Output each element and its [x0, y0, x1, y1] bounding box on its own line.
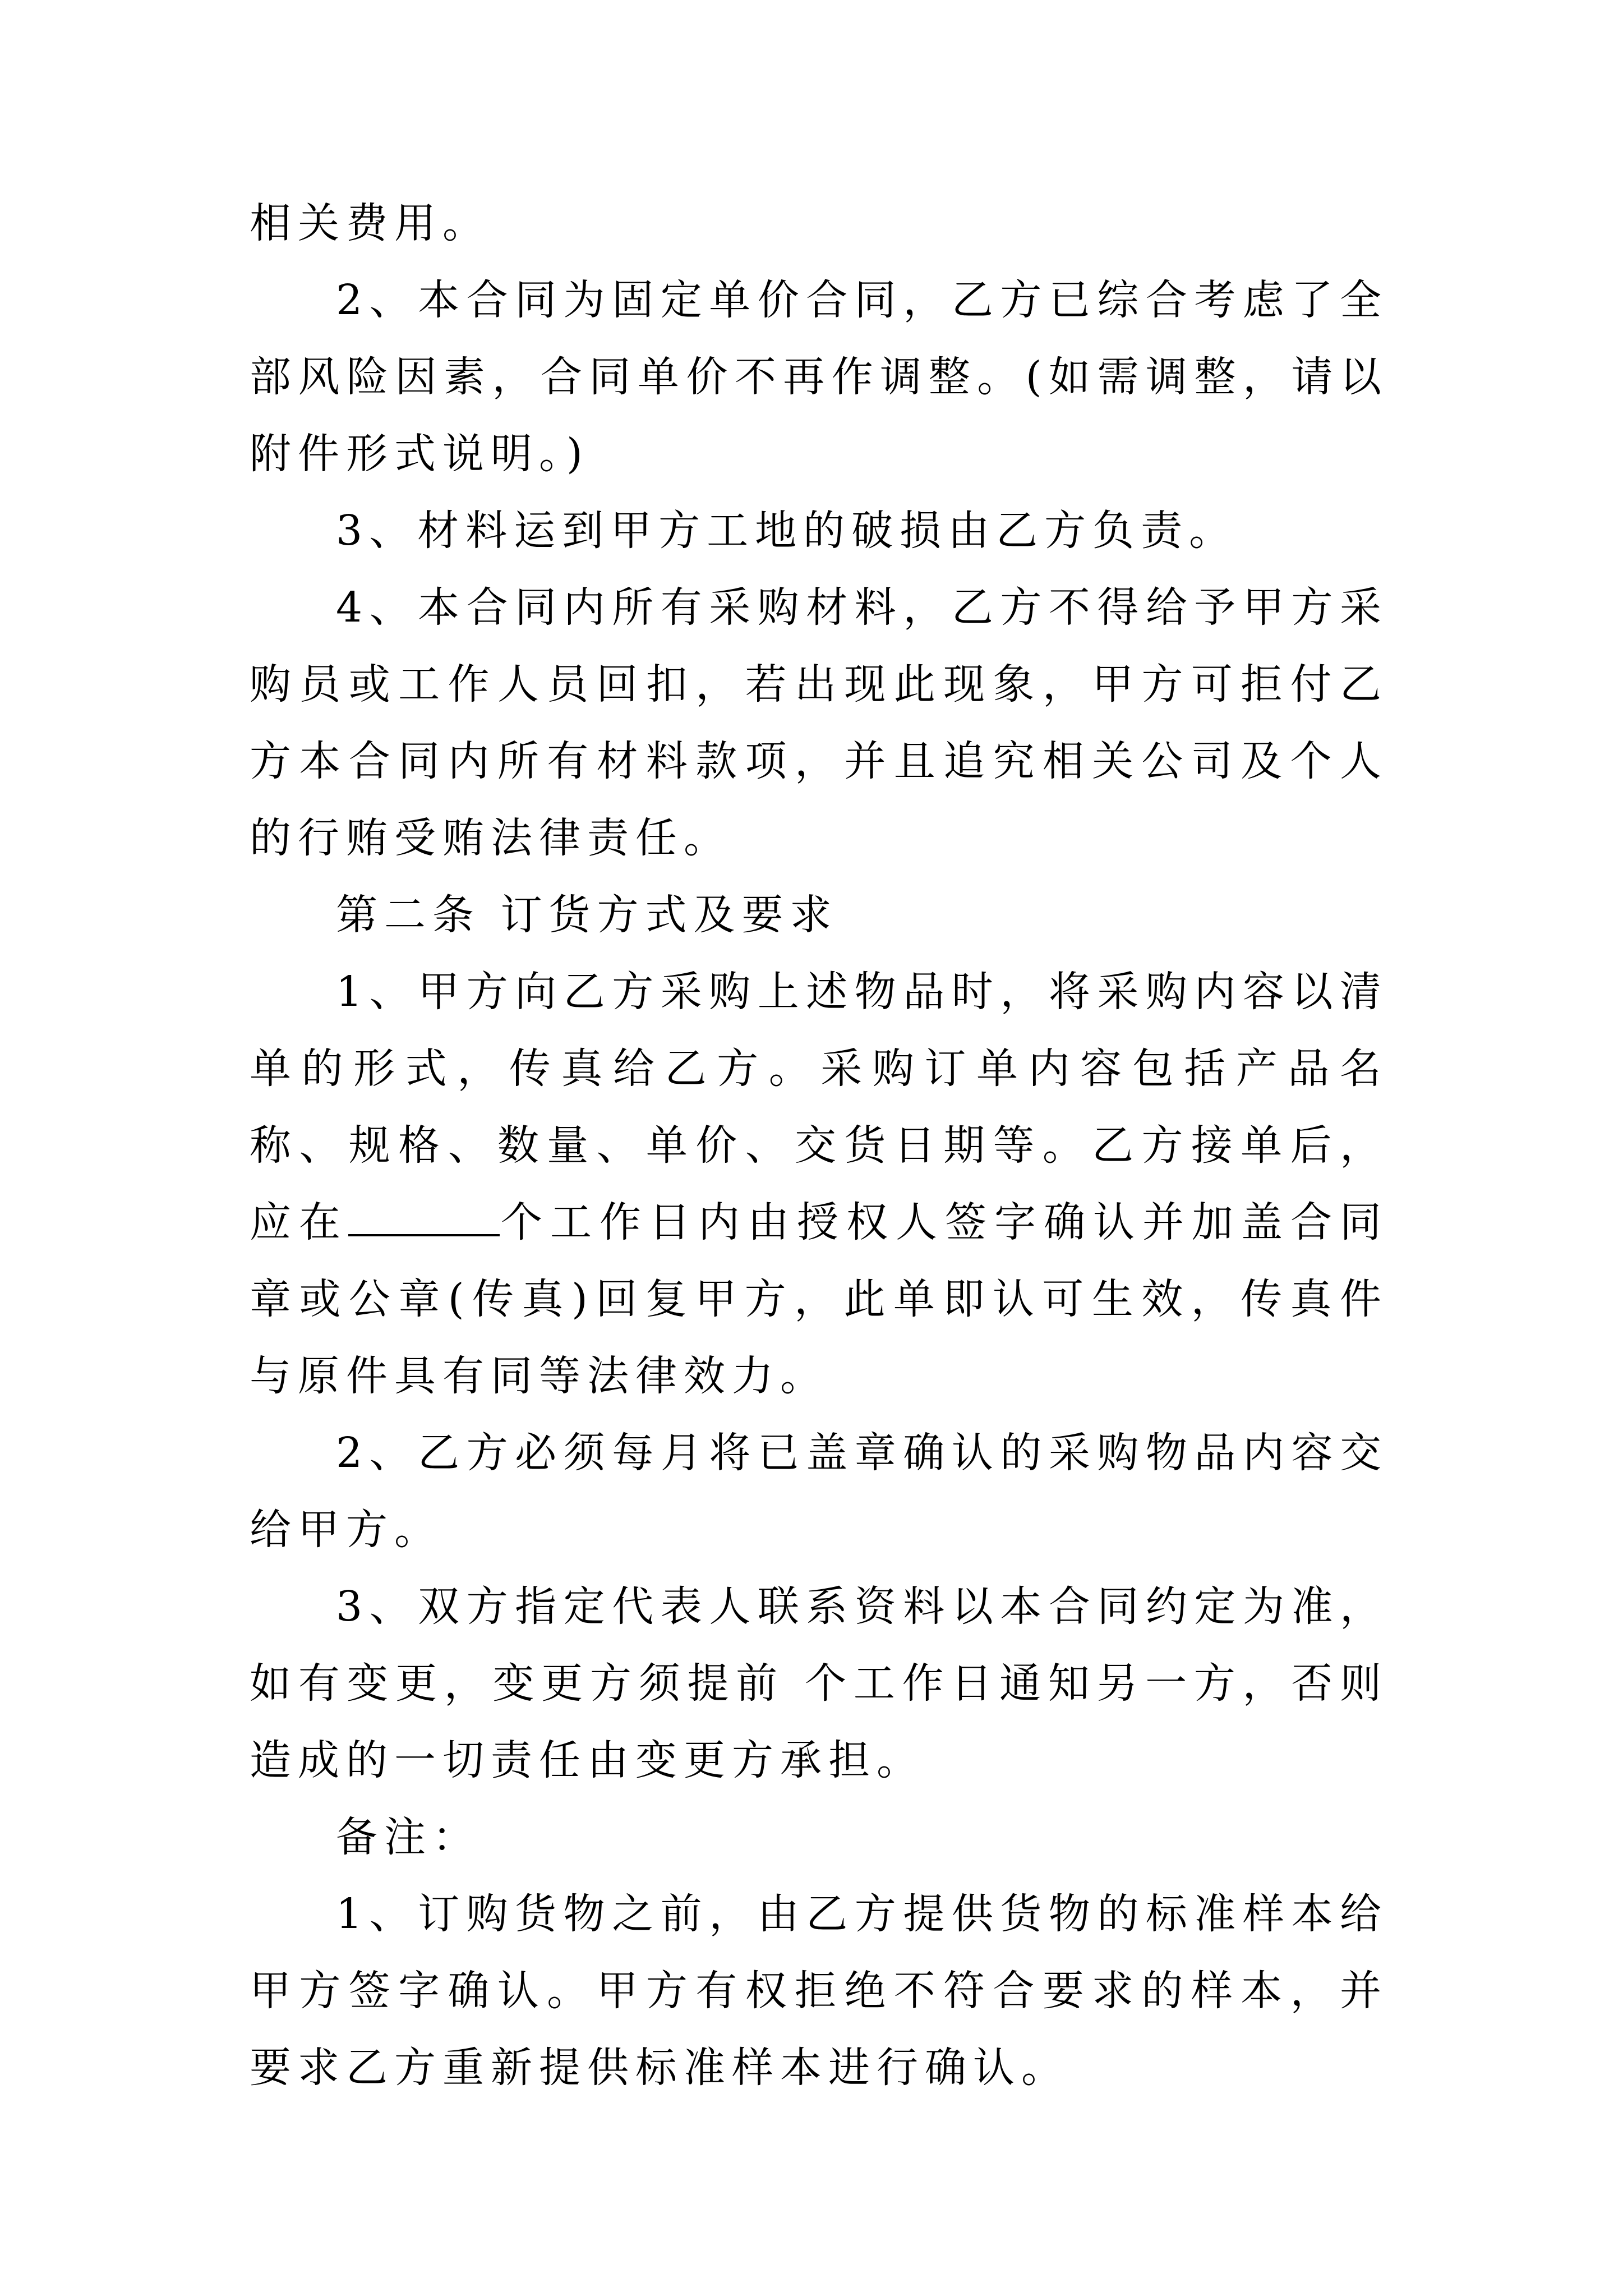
fill-in-blank: [348, 1189, 500, 1236]
order-clause-2: 2、乙方必须每月将已盖章确认的采购物品内容交给甲方。: [250, 1429, 1388, 1554]
section-heading-article-2: 第二条 订货方式及要求: [336, 891, 838, 939]
remarks-item-1: 1、订购货物之前，由乙方提供货物的标准样本给甲方签字确认。甲方有权拒绝不符合要求的样本，并要求乙方重新提供标准样本进行确认。: [250, 1890, 1388, 2092]
order-clause-1: [250, 954, 1388, 1415]
order-clause-1-part2: 个工作日内由授权人签字确认并加盖合同章或公章(传真)回复甲方，此单即认可生效，传真件与原件具有同等法律效力。: [250, 1198, 1388, 1400]
order-clause-3: 3、双方指定代表人联系资料以本合同约定为准，如有变更，变更方须提前 个工作日通知另一方，否则造成的一切责任由变更方承担。: [250, 1582, 1388, 1784]
document-body: [250, 185, 1388, 2106]
clause-item-4: 4、本合同内所有采购材料，乙方不得给予甲方采购员或工作人员回扣，若出现此现象，甲方可拒付乙方本合同内所有材料款项，并且追究相关公司及个人的行贿受贿法律责任。: [250, 583, 1388, 862]
continuation-text: 相关费用。: [250, 199, 491, 247]
order-clause-1-part1: 1、甲方向乙方采购上述物品时，将采购内容以清单的形式，传真给乙方。采购订单内容包括产品名称、规格、数量、单价、交货日期等。乙方接单后，应在: [250, 968, 1388, 1246]
clause-item-2: 2、本合同为固定单价合同，乙方已综合考虑了全部风险因素，合同单价不再作调整。(如需调整，请以附件形式说明。): [250, 276, 1388, 478]
remarks-heading: 备注：: [336, 1813, 481, 1861]
clause-item-3: 3、材料运到甲方工地的破损由乙方负责。: [336, 507, 1238, 555]
